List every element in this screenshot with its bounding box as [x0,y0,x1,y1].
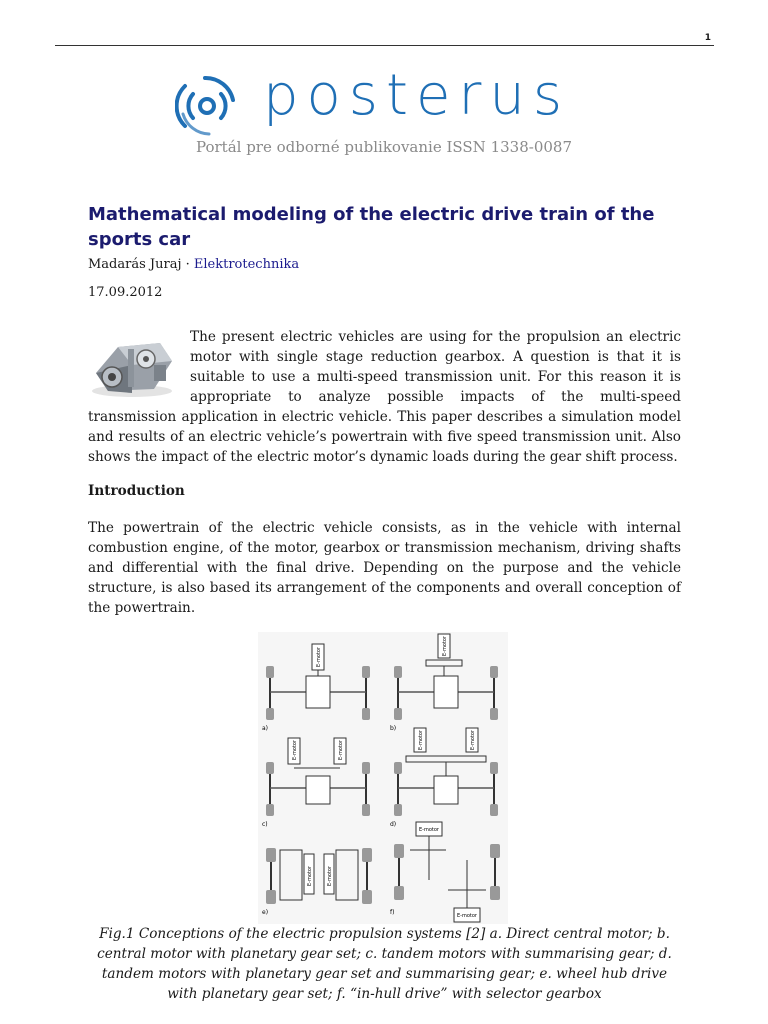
category-link[interactable]: Elektrotechnika [193,257,300,272]
panel-d-motor-label-2: E-motor [470,730,476,750]
panel-e-motor-label-1: E-motor [307,866,313,886]
panel-f-label: f) [390,909,395,916]
posterus-swirl-icon [175,74,239,138]
panel-b-motor-label: E-motor [442,636,448,656]
posterus-logo[interactable] [175,63,595,140]
panel-a-motor-label: E-motor [316,647,322,667]
byline [88,257,299,272]
panel-c-motor-label-1: E-motor [292,740,298,760]
abstract-text: The present electric vehicles are using for the propulsion an electric motor with single stage reduction gearbox. A question is that it is suitable to use a multi-speed transmission unit. For this reason it is appropriate to analyze possible impacts of the multi-speed transmission application in electric vehicle. This paper describes a simulation model and results of an electric vehicle’s powertrain with five speed transmission unit. Also shows the impact of the electric motor’s dynamic loads during the gear shift process. [88,329,681,465]
author-name: Madarás Juraj [88,257,182,272]
powertrain-diagram [258,632,508,924]
panel-f-motor-label-2: E-motor [457,913,477,919]
panel-d-motor-label-1: E-motor [418,730,424,750]
panel-c-label: c) [262,821,268,828]
intro-paragraph: The powertrain of the electric vehicle consists, as in the vehicle with internal combustion engine, of the motor, gearbox or transmission mechanism, driving shafts and differential with the final drive. Depending on the purpose and the vehicle structure, is also based its arrangement of the components and overall conception of the powertrain. [88,520,681,616]
page-number: 1 [704,33,711,43]
panel-d-label: d) [390,821,397,828]
panel-b-label: b) [390,725,397,732]
site-tagline: Portál pre odborné publikovanie ISSN 1338-0087 [195,138,572,156]
article-abstract [88,327,681,467]
header-rule [55,45,714,46]
byline-separator: · [181,257,194,272]
panel-e-label: e) [262,909,269,916]
panel-e-motor-label-2: E-motor [327,866,333,886]
gearbox-thumbnail [88,329,176,401]
panel-c-motor-label-2: E-motor [338,740,344,760]
section-heading: Introduction [88,483,185,499]
figure-caption: Fig.1 Conceptions of the electric propulsion systems [2] a. Direct central motor; b. central motor with planetary gear set; c. tandem motors with summarising gear; d. tandem motors with planetary gear set and summarising gear; e. wheel hub drive with planetary gear set; f. “in-hull drive” with selector gearbox [97,926,672,1002]
publish-date: 17.09.2012 [88,285,163,300]
powertrain-figure [258,632,508,924]
article-title: Mathematical modeling of the electric drive train of the sports car [88,204,655,250]
panel-f-motor-label-1: E-motor [419,827,439,833]
logo-wordmark: posterus [263,63,571,128]
panel-a-label: a) [262,725,269,732]
